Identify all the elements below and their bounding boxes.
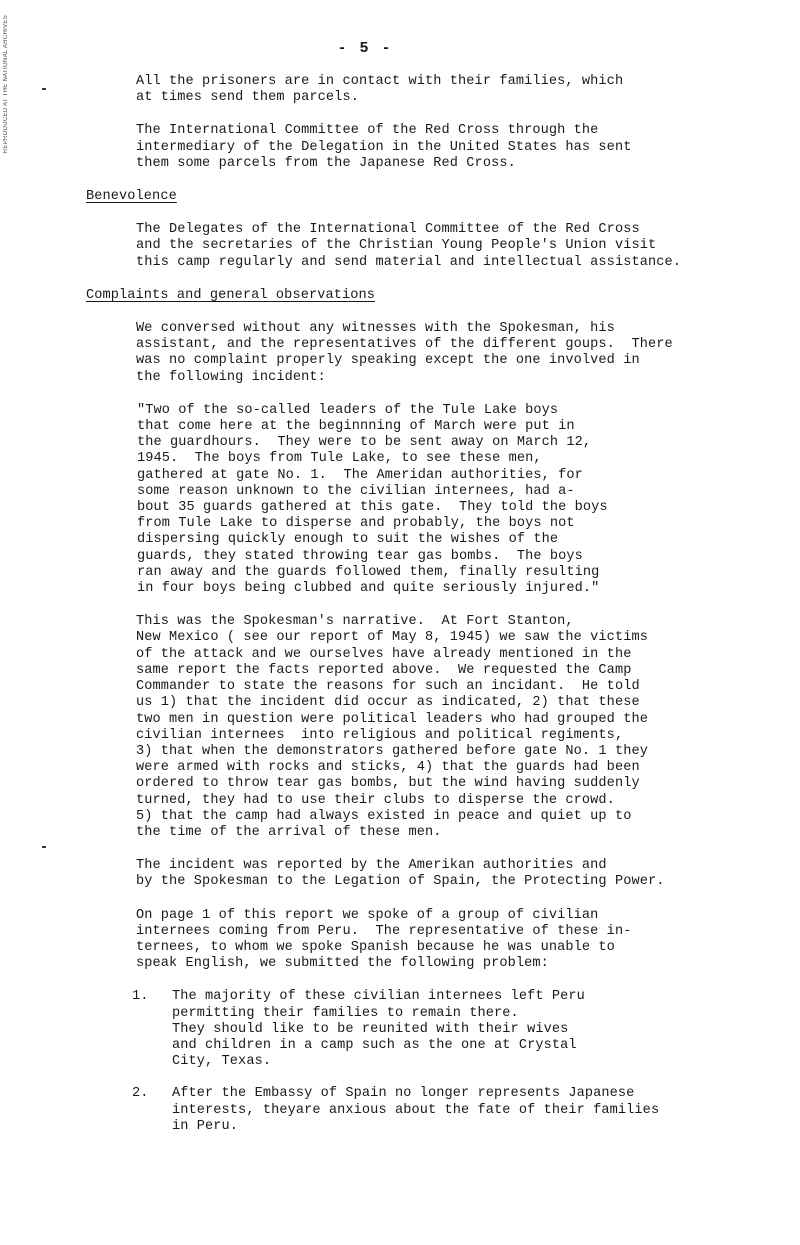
text-line: two men in question were political leaders who had grouped the — [136, 711, 648, 727]
text-line: us 1) that the incident did occur as indicated, 2) that these — [136, 695, 640, 711]
document-body — [86, 74, 776, 1151]
text-line: On page 1 of this report we spoke of a group of civilian — [136, 907, 599, 923]
paragraph-spokesman-conversation — [86, 321, 776, 386]
text-line: dispersing quickly enough to suit the wishes of the — [137, 532, 559, 548]
heading-complaints: Complaints and general observations — [86, 287, 376, 303]
text-line: in four boys being clubbed and quite seriously injured." — [137, 581, 600, 597]
paragraph-incident-reported — [86, 858, 776, 890]
text-line: After the Embassy of Spain no longer represents Japanese — [172, 1086, 635, 1102]
margin-mark — [42, 846, 46, 848]
paragraph-peru-internees — [86, 908, 776, 973]
text-line: The International Committee of the Red Cross through the — [136, 123, 599, 139]
paragraph-fort-stanton — [86, 614, 776, 841]
text-line: was no complaint properly speaking except the one involved in — [136, 353, 640, 369]
text-line: They should like to be reunited with their wives — [172, 1021, 569, 1037]
text-line: at times send them parcels. — [136, 90, 359, 106]
text-line: this camp regularly and send material and intellectual assistance. — [136, 254, 681, 270]
quoted-narrative — [137, 403, 776, 597]
list-item — [132, 1086, 776, 1135]
text-line: ordered to throw tear gas bombs, but the wind having suddenly — [136, 776, 640, 792]
text-line: interests, theyare anxious about the fate of their families — [172, 1102, 660, 1118]
text-line: All the prisoners are in contact with their families, which — [136, 74, 624, 89]
text-line: "Two of the so-called leaders of the Tule Lake boys — [137, 402, 559, 418]
text-line: ternees, to whom we spoke Spanish because he was unable to — [136, 939, 615, 955]
text-line: of the attack and we ourselves have already mentioned in the — [136, 646, 632, 662]
text-line: same report the facts reported above. We requested the Camp — [136, 662, 632, 678]
page-number: - 5 - — [337, 40, 393, 57]
list-number: 2. — [132, 1086, 149, 1102]
text-line: We conversed without any witnesses with the Spokesman, his — [136, 321, 615, 337]
text-line: the guardhours. They were to be sent away on March 12, — [137, 435, 592, 451]
text-line: The Delegates of the International Committee of the Red Cross — [136, 222, 640, 238]
text-line: the following incident: — [136, 369, 326, 385]
list-item — [132, 989, 776, 1070]
text-line: and children in a camp such as the one at Crystal — [172, 1037, 577, 1053]
text-line: assistant, and the representatives of the different goups. There — [136, 337, 673, 353]
text-line: guards, they stated throwing tear gas bombs. The boys — [137, 548, 583, 564]
text-line: The majority of these civilian internees left Peru — [172, 989, 585, 1005]
text-line: ran away and the guards followed them, finally resulting — [137, 564, 600, 580]
text-line: City, Texas. — [172, 1054, 272, 1070]
text-line: New Mexico ( see our report of May 8, 1945) we saw the victims — [136, 630, 648, 646]
heading-benevolence: Benevolence — [86, 189, 177, 205]
text-line: the time of the arrival of these men. — [136, 824, 442, 840]
text-line: The incident was reported by the Amerikan authorities and — [136, 858, 607, 874]
text-line: bout 35 guards gathered at this gate. They told the boys — [137, 500, 608, 516]
margin-mark — [42, 88, 46, 90]
text-line: Commander to state the reasons for such an incidant. He told — [136, 679, 640, 695]
text-line: by the Spokesman to the Legation of Spain, the Protecting Power. — [136, 874, 665, 890]
text-line: from Tule Lake to disperse and probably, the boys not — [137, 516, 575, 532]
text-line: This was the Spokesman's narrative. At Fort Stanton, — [136, 614, 574, 630]
archive-stamp: REPRODUCED AT THE NATIONAL ARCHIVES — [3, 15, 9, 154]
text-line: turned, they had to use their clubs to disperse the crowd. — [136, 792, 615, 808]
text-line: 3) that when the demonstrators gathered before gate No. 1 they — [136, 743, 648, 759]
text-line: them some parcels from the Japanese Red Cross. — [136, 155, 516, 171]
text-line: permitting their families to remain there. — [172, 1005, 519, 1021]
paragraph-red-cross-parcels — [86, 123, 776, 172]
text-line: some reason unknown to the civilian internees, had a- — [137, 483, 575, 499]
text-line: intermediary of the Delegation in the United States has sent — [136, 139, 632, 155]
text-line: in Peru. — [172, 1118, 239, 1134]
text-line: that come here at the beginnning of March were put in — [137, 419, 575, 435]
text-line: were armed with rocks and sticks, 4) that the guards had been — [136, 760, 640, 776]
list-number: 1. — [132, 989, 149, 1005]
text-line: and the secretaries of the Christian Young People's Union visit — [136, 238, 657, 254]
text-line: 5) that the camp had always existed in peace and quiet up to — [136, 808, 632, 824]
text-line: civilian internees into religious and political regiments, — [136, 727, 624, 743]
text-line: internees coming from Peru. The representative of these in- — [136, 923, 632, 939]
paragraph-benevolence — [86, 222, 776, 271]
text-line: gathered at gate No. 1. The Ameridan authorities, for — [137, 467, 583, 483]
text-line: 1945. The boys from Tule Lake, to see these men, — [137, 451, 542, 467]
text-line: speak English, we submitted the following problem: — [136, 956, 549, 972]
paragraph-family-contact — [86, 74, 776, 106]
